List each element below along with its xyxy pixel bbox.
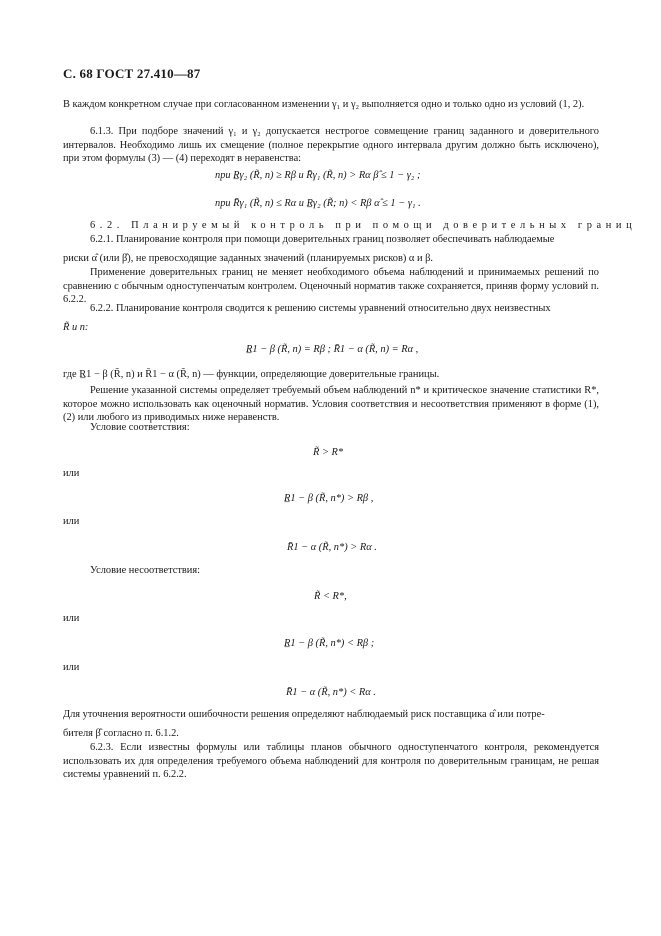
paragraph-6-2-2-line2: R̃ и n: xyxy=(63,322,89,333)
formula-nonconformity-1: R̃ < R*, xyxy=(314,591,347,602)
formula-nonconformity-3: R̄1 − α (R̃, n*) < Rα . xyxy=(286,687,376,698)
text-or: или xyxy=(63,662,80,673)
text-or: или xyxy=(63,468,80,479)
section-heading-6-2: 6.2. Планируемый контроль при помощи доверительных границ xyxy=(90,220,637,231)
heading-conformity: Условие соответствия: xyxy=(90,422,190,433)
paragraph-confidence-bounds: Применение доверительных границ не меняет необходимого объема наблюдений и принимаемых решений по сравнению с обычным одноступенчатым контролем. Оценочный норматив также сохраняется, приняв форму условий п. 6.2.2. xyxy=(63,267,599,306)
paragraph-solution: Решение указанной системы определяет требуемый объем наблюдений n* и критическое значение статистики R*, которое можно использовать как оценочный норматив. Условия соответствия и несоответствия применяют в форме (1), (2) или любого из приводимых ниже неравенств. xyxy=(63,385,599,424)
paragraph-6-2-3: 6.2.3. Если известны формулы или таблицы планов обычного одноступенчатого контроля, рекомендуется использовать их для определения требуемого объема наблюдений для контроля по доверительным границам, не решая системы уравнений п. 6.2.2. xyxy=(63,742,599,781)
formula-inequality-2: при R̄γ₁ (R̃, n) ≤ Rα и R̲γ₂ (R̃; n) < Rβ α̂ ≤ 1 − γ₁ . xyxy=(215,198,421,209)
formula-system: R̲1 − β (R̃, n) = Rβ ; R̄1 − α (R̃, n) = Rα , xyxy=(246,344,419,355)
paragraph-6-2-2-line1: 6.2.2. Планирование контроля сводится к решению системы уравнений относительно двух неизвестных xyxy=(90,303,551,314)
page-header: С. 68 ГОСТ 27.410—87 xyxy=(63,66,201,81)
text-or: или xyxy=(63,516,80,527)
formula-conformity-1: R̃ > R* xyxy=(313,447,344,458)
paragraph-conditions: В каждом конкретном случае при согласованном изменении γ₁ и γ₂ выполняется одно и только одно из условий (1, 2). xyxy=(63,99,585,110)
formula-conformity-3: R̄1 − α (R̃, n*) > Rα . xyxy=(287,542,377,553)
formula-inequality-1: при R̲γ₂ (R̃, n) ≥ Rβ и R̄γ₁ (R̃, n) > Rα β̂ ≤ 1 − γ₂ ; xyxy=(215,170,421,181)
paragraph-functions: где R̲1 − β (R̃, n) и R̄1 − α (R̃, n) — функции, определяющие доверительные границы. xyxy=(63,369,440,380)
formula-conformity-2: R̲1 − β (R̃, n*) > Rβ , xyxy=(284,493,374,504)
paragraph-6-2-1-line2: риски α̂ (или β̂), не превосходящие заданных значений (планируемых рисков) α и β. xyxy=(63,253,433,264)
paragraph-risk-line2: бителя β̂ согласно п. 6.1.2. xyxy=(63,728,179,739)
formula-nonconformity-2: R̲1 − β (R̃, n*) < Rβ ; xyxy=(284,638,375,649)
text-or: или xyxy=(63,613,80,624)
heading-nonconformity: Условие несоответствия: xyxy=(90,565,201,576)
paragraph-6-1-3: 6.1.3. При подборе значений γ₁ и γ₂ допускается нестрогое совмещение границ заданного и доверительного интервалов. Необходимо лишь их смещение (полное перекрытие одного интервала другим должно быть исключено), при этом формулы (3) — (4) переходят в неравенства: xyxy=(63,126,599,165)
paragraph-6-2-1-line1: 6.2.1. Планирование контроля при помощи доверительных границ позволяет обеспечивать наблюдаемые xyxy=(90,234,555,245)
paragraph-risk-line1: Для уточнения вероятности ошибочности решения определяют наблюдаемый риск поставщика α̂ или потре- xyxy=(63,709,545,720)
